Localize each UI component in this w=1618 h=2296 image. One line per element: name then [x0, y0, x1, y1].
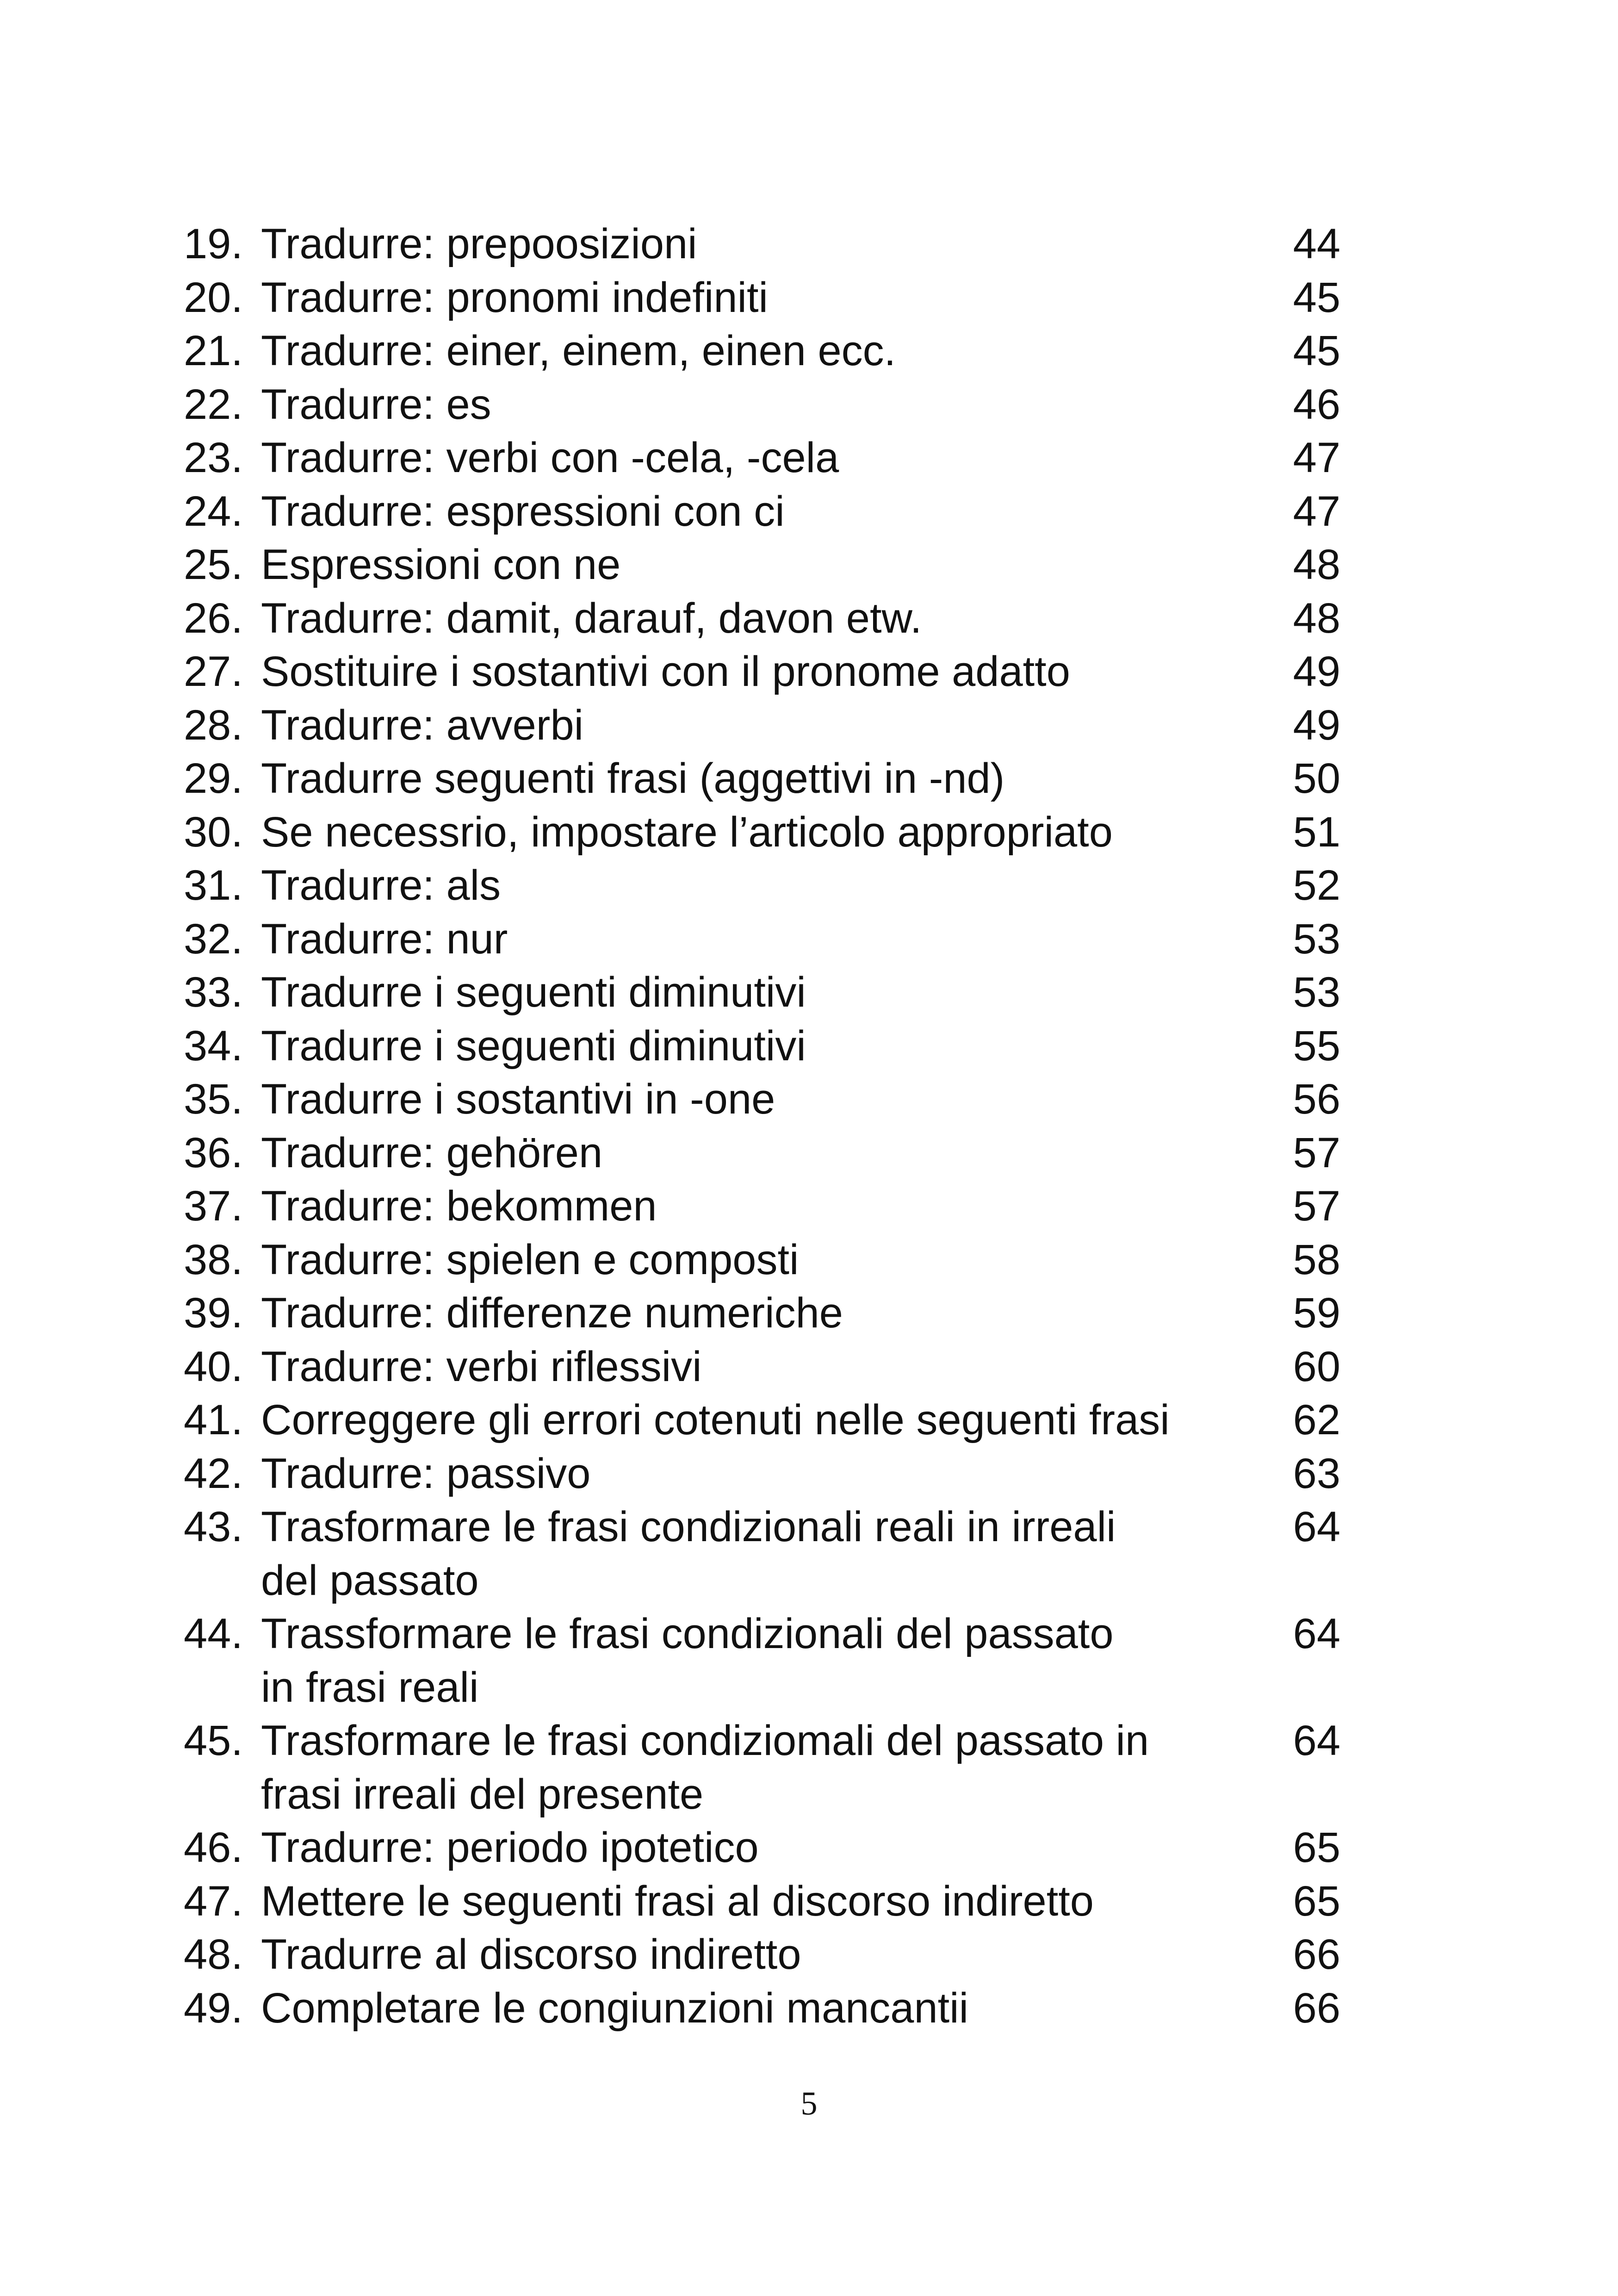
entry-number: 41.	[184, 1396, 243, 1444]
entry-page-number: 47	[1293, 487, 1340, 535]
entry-title	[261, 966, 1256, 1020]
entry-title	[261, 1714, 1256, 1821]
entry-number: 28.	[184, 701, 243, 749]
entry-title-line: frasi irreali del presente	[261, 1770, 704, 1818]
entry-title-line: Tradurre: spielen e composti	[261, 1236, 799, 1283]
entry-page-number: 62	[1293, 1396, 1340, 1444]
toc-entry	[184, 271, 1340, 325]
entry-number: 20.	[184, 274, 243, 321]
page-number-footer: 5	[800, 2085, 818, 2122]
entry-title-line: Tradurre: periodo ipotetico	[261, 1824, 759, 1871]
entry-title-line: Espressioni con ne	[261, 541, 621, 588]
entry-title-line: Tradurre: als	[261, 862, 501, 909]
entry-number: 19.	[184, 220, 243, 268]
toc-entry	[184, 592, 1340, 646]
entry-page-number: 59	[1293, 1289, 1340, 1337]
entry-title	[261, 538, 1256, 592]
entry-title-line: Tradurre: nur	[261, 915, 508, 963]
entry-title-line: Tradurre: gehören	[261, 1129, 603, 1176]
entry-title	[261, 1607, 1256, 1714]
entry-title	[261, 218, 1256, 271]
entry-page-number: 44	[1293, 220, 1340, 268]
entry-page-number: 47	[1293, 434, 1340, 481]
entry-number: 46.	[184, 1824, 243, 1871]
entry-title	[261, 1982, 1256, 2035]
entry-title-line: Tradurre: prepoosizioni	[261, 220, 697, 268]
toc-entry	[184, 966, 1340, 1020]
entry-page-number: 48	[1293, 541, 1340, 588]
entry-page-number: 57	[1293, 1182, 1340, 1230]
entry-title-line: del passato	[261, 1556, 479, 1604]
entry-title-line: Se necessrio, impostare l’articolo appropriato	[261, 808, 1113, 856]
entry-page-number: 53	[1293, 969, 1340, 1016]
entry-title-line: Trassformare le frasi condizionali del passato	[261, 1610, 1114, 1657]
entry-page-number: 45	[1293, 327, 1340, 374]
entry-number: 26.	[184, 594, 243, 642]
entry-number: 37.	[184, 1182, 243, 1230]
entry-title	[261, 378, 1256, 432]
entry-title-line: Tradurre: bekommen	[261, 1182, 657, 1230]
entry-title	[261, 806, 1256, 859]
entry-number: 21.	[184, 327, 243, 374]
toc-entry	[184, 1500, 1340, 1607]
toc-entry	[184, 485, 1340, 539]
entry-page-number: 49	[1293, 648, 1340, 695]
entry-title	[261, 1875, 1256, 1929]
entry-title-line: in frasi reali	[261, 1663, 479, 1711]
entry-title-line: Tradurre: einer, einem, einen ecc.	[261, 327, 896, 374]
entry-number: 27.	[184, 648, 243, 695]
toc-entry	[184, 1982, 1340, 2035]
entry-number: 35.	[184, 1076, 243, 1123]
entry-page-number: 56	[1293, 1076, 1340, 1123]
entry-number: 47.	[184, 1877, 243, 1925]
entry-title-line: Completare le congiunzioni mancantii	[261, 1984, 969, 2032]
entry-page-number: 58	[1293, 1236, 1340, 1283]
entry-page-number: 53	[1293, 915, 1340, 963]
entry-number: 44.	[184, 1610, 243, 1657]
entry-page-number: 48	[1293, 594, 1340, 642]
toc-entry	[184, 1394, 1340, 1447]
entry-page-number: 52	[1293, 862, 1340, 909]
entry-title	[261, 913, 1256, 966]
toc-entry	[184, 1821, 1340, 1875]
entry-page-number: 65	[1293, 1824, 1340, 1871]
entry-number: 29.	[184, 755, 243, 802]
entry-title	[261, 485, 1256, 539]
toc-entry	[184, 913, 1340, 966]
entry-title-line: Sostituire i sostantivi con il pronome adatto	[261, 648, 1070, 695]
entry-title	[261, 1340, 1256, 1394]
entry-title-line: Tradurre seguenti frasi (aggettivi in -nd)	[261, 755, 1005, 802]
entry-page-number: 66	[1293, 1931, 1340, 1978]
entry-page-number: 60	[1293, 1343, 1340, 1390]
table-of-contents	[184, 218, 1340, 2035]
entry-number: 48.	[184, 1931, 243, 1978]
toc-entry	[184, 1875, 1340, 1929]
toc-entry	[184, 218, 1340, 271]
entry-number: 43.	[184, 1503, 243, 1550]
toc-entry	[184, 1287, 1340, 1340]
entry-title-line: Tradurre: pronomi indefiniti	[261, 274, 768, 321]
entry-title-line: Tradurre: avverbi	[261, 701, 584, 749]
entry-number: 24.	[184, 487, 243, 535]
entry-title-line: Mettere le seguenti frasi al discorso indiretto	[261, 1877, 1094, 1925]
entry-title	[261, 1126, 1256, 1180]
entry-title	[261, 752, 1256, 806]
entry-page-number: 46	[1293, 380, 1340, 428]
entry-title	[261, 645, 1256, 699]
entry-title	[261, 592, 1256, 646]
entry-number: 32.	[184, 915, 243, 963]
entry-title-line: Tradurre i sostantivi in -one	[261, 1076, 775, 1123]
entry-number: 36.	[184, 1129, 243, 1176]
toc-entry	[184, 752, 1340, 806]
entry-title	[261, 1821, 1256, 1875]
toc-entry	[184, 1020, 1340, 1073]
toc-entry	[184, 1607, 1340, 1714]
entry-title-line: Tradurre: differenze numeriche	[261, 1289, 843, 1337]
entry-number: 40.	[184, 1343, 243, 1390]
entry-title	[261, 1447, 1256, 1501]
entry-page-number: 57	[1293, 1129, 1340, 1176]
entry-number: 25.	[184, 541, 243, 588]
entry-title	[261, 1394, 1256, 1447]
entry-title-line: Tradurre: es	[261, 380, 491, 428]
toc-entry	[184, 324, 1340, 378]
entry-title-line: Tradurre: verbi con -cela, -cela	[261, 434, 839, 481]
toc-entry	[184, 1073, 1340, 1126]
entry-title	[261, 859, 1256, 913]
entry-number: 31.	[184, 862, 243, 909]
entry-title-line: Tradurre i seguenti diminutivi	[261, 969, 806, 1016]
entry-page-number: 51	[1293, 808, 1340, 856]
toc-entry	[184, 1233, 1340, 1287]
entry-number: 22.	[184, 380, 243, 428]
entry-title	[261, 431, 1256, 485]
toc-entry	[184, 1928, 1340, 1982]
entry-number: 30.	[184, 808, 243, 856]
entry-title	[261, 1928, 1256, 1982]
entry-title	[261, 1073, 1256, 1126]
entry-page-number: 45	[1293, 274, 1340, 321]
entry-title-line: Tradurre: damit, darauf, davon etw.	[261, 594, 922, 642]
entry-number: 23.	[184, 434, 243, 481]
entry-number: 34.	[184, 1022, 243, 1070]
toc-entry	[184, 859, 1340, 913]
entry-page-number: 50	[1293, 755, 1340, 802]
entry-title	[261, 324, 1256, 378]
entry-title	[261, 1233, 1256, 1287]
entry-page-number: 55	[1293, 1022, 1340, 1070]
entry-title-line: Tradurre i seguenti diminutivi	[261, 1022, 806, 1070]
entry-title	[261, 271, 1256, 325]
entry-title-line: Correggere gli errori cotenuti nelle seguenti frasi	[261, 1396, 1170, 1444]
entry-page-number: 64	[1293, 1717, 1340, 1764]
toc-entry	[184, 538, 1340, 592]
entry-number: 45.	[184, 1717, 243, 1764]
toc-entry	[184, 699, 1340, 753]
toc-entry	[184, 1180, 1340, 1233]
entry-title-line: Tradurre al discorso indiretto	[261, 1931, 801, 1978]
toc-entry	[184, 645, 1340, 699]
entry-number: 49.	[184, 1984, 243, 2032]
toc-entry	[184, 378, 1340, 432]
entry-title-line: Trasformare le frasi condizionali reali in irreali	[261, 1503, 1116, 1550]
entry-page-number: 64	[1293, 1503, 1340, 1550]
entry-page-number: 65	[1293, 1877, 1340, 1925]
entry-title-line: Tradurre: espressioni con ci	[261, 487, 785, 535]
toc-entry	[184, 1340, 1340, 1394]
entry-page-number: 63	[1293, 1450, 1340, 1497]
entry-title	[261, 1180, 1256, 1233]
entry-page-number: 66	[1293, 1984, 1340, 2032]
entry-title	[261, 1287, 1256, 1340]
entry-title	[261, 1500, 1256, 1607]
entry-title-line: Trasformare le frasi condiziomali del passato in	[261, 1717, 1149, 1764]
entry-number: 33.	[184, 969, 243, 1016]
toc-entry	[184, 1126, 1340, 1180]
entry-page-number: 49	[1293, 701, 1340, 749]
entry-page-number: 64	[1293, 1610, 1340, 1657]
entry-title-line: Tradurre: passivo	[261, 1450, 591, 1497]
entry-number: 42.	[184, 1450, 243, 1497]
toc-entry	[184, 806, 1340, 859]
entry-number: 39.	[184, 1289, 243, 1337]
toc-entry	[184, 1447, 1340, 1501]
entry-title	[261, 1020, 1256, 1073]
toc-entry	[184, 1714, 1340, 1821]
toc-entry	[184, 431, 1340, 485]
entry-title	[261, 699, 1256, 753]
entry-number: 38.	[184, 1236, 243, 1283]
entry-title-line: Tradurre: verbi riflessivi	[261, 1343, 702, 1390]
